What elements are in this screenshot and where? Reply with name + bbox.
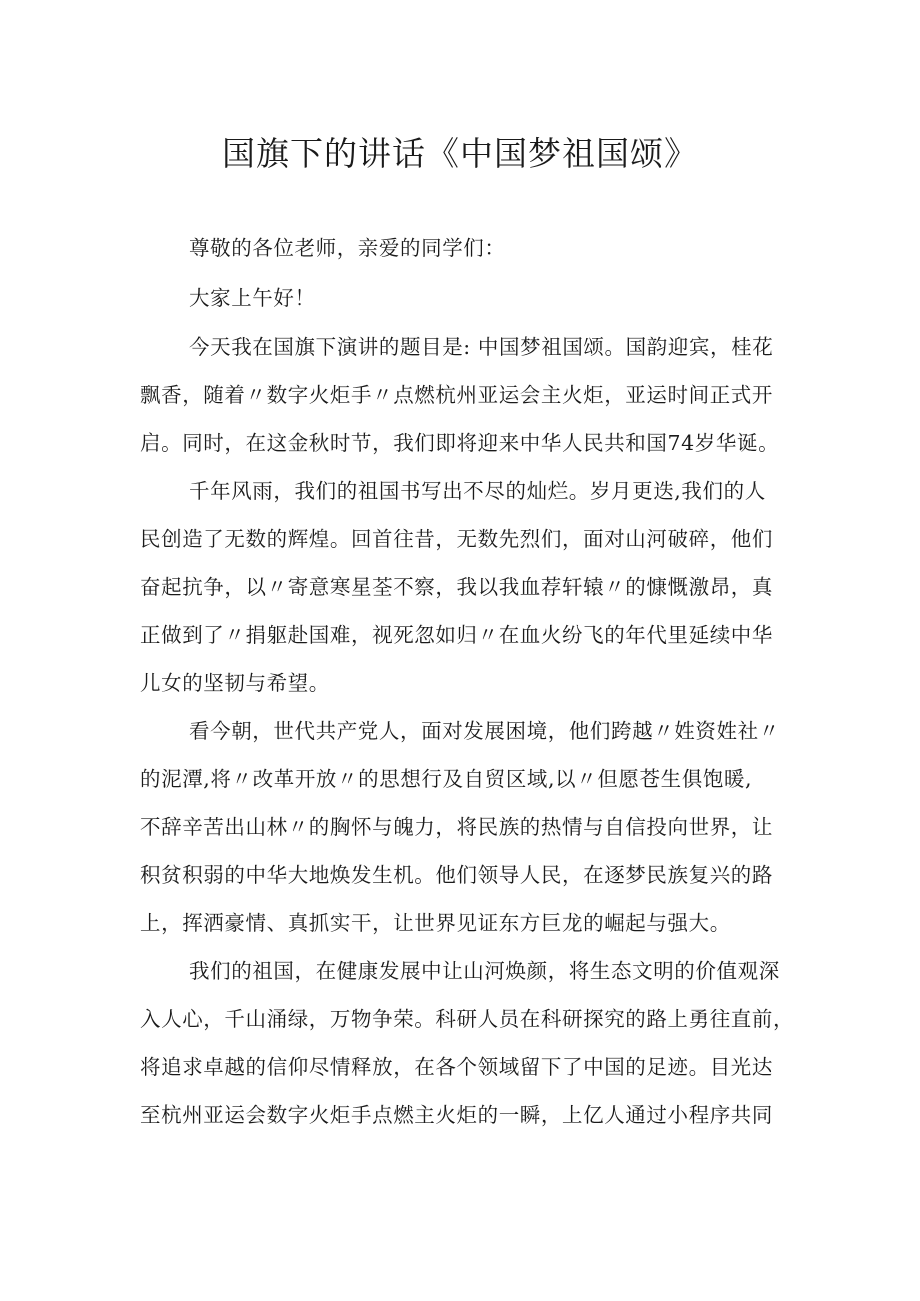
salutation-line: 尊敬的各位老师，亲爱的同学们： bbox=[189, 236, 506, 260]
paragraph-3-line-2: 的泥潭,将〃改革开放〃的思想行及自贸区域,以〃但愿苍生俱饱暖, bbox=[140, 767, 753, 791]
paragraph-2-line-3: 奋起抗争，以〃寄意寒星荃不察，我以我血荐轩辕〃的慷慨激昂，真 bbox=[140, 575, 773, 599]
paragraph-1-line-2: 飘香，随着〃数字火炬手〃点燃杭州亚运会主火炬，亚运时间正式开 bbox=[140, 383, 773, 407]
paragraph-2-line-2: 民创造了无数的辉煌。回首往昔，无数先烈们，面对山河破碎，他们 bbox=[140, 527, 773, 551]
paragraph-3-line-5: 上，挥洒豪情、真抓实干，让世界见证东方巨龙的崛起与强大。 bbox=[140, 911, 731, 935]
paragraph-2-line-5: 儿女的坚韧与希望。 bbox=[140, 671, 330, 695]
paragraph-1-line-3: 启。同时，在这金秋时节，我们即将迎来中华人民共和国74岁华诞。 bbox=[140, 431, 780, 455]
paragraph-4-line-3: 将追求卓越的信仰尽情释放，在各个领域留下了中国的足迹。目光达 bbox=[140, 1055, 773, 1079]
paragraph-4-line-4: 至杭州亚运会数字火炬手点燃主火炬的一瞬，上亿人通过小程序共同 bbox=[140, 1103, 773, 1127]
paragraph-3-line-4: 积贫积弱的中华大地焕发生机。他们领导人民，在逐梦民族复兴的路 bbox=[140, 863, 773, 887]
paragraph-1-line-1: 今天我在国旗下演讲的题目是: 中国梦祖国颂。国韵迎宾，桂花 bbox=[189, 335, 774, 359]
paragraph-4-line-1: 我们的祖国，在健康发展中让山河焕颜，将生态文明的价值观深 bbox=[189, 959, 780, 983]
greeting-line: 大家上午好！ bbox=[189, 286, 316, 310]
document-title: 国旗下的讲话《中国梦祖国颂》 bbox=[222, 134, 698, 173]
paragraph-4-line-2: 入人心，千山涌绿，万物争荣。科研人员在科研探究的路上勇往直前， bbox=[140, 1007, 795, 1031]
paragraph-2-line-1: 千年风雨，我们的祖国书写出不尽的灿烂。岁月更迭,我们的人 bbox=[189, 479, 766, 503]
paragraph-2-line-4: 正做到了〃捐躯赴国难，视死忽如归〃在血火纷飞的年代里延续中华 bbox=[140, 623, 773, 647]
paragraph-3-line-1: 看今朝，世代共产党人，面对发展困境，他们跨越〃姓资姓社〃 bbox=[189, 719, 780, 743]
paragraph-3-line-3: 不辞辛苦出山林〃的胸怀与魄力，将民族的热情与自信投向世界，让 bbox=[140, 815, 773, 839]
